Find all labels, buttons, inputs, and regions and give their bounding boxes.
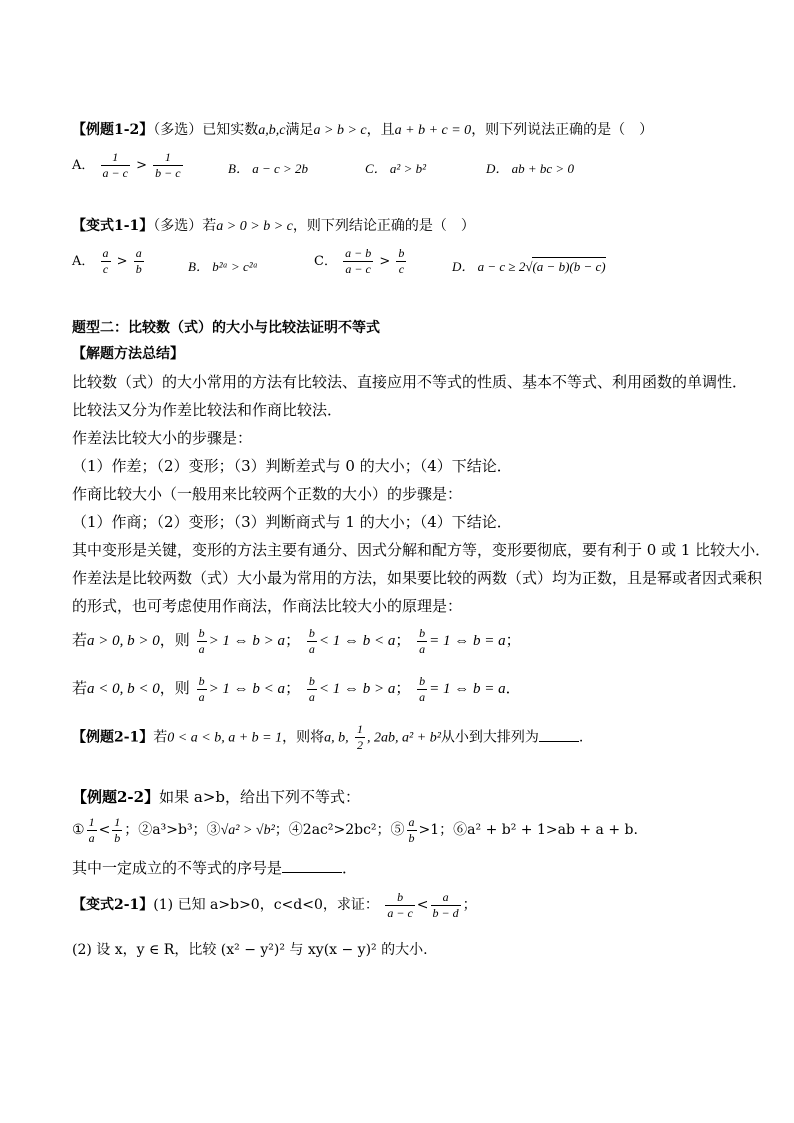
variant-2-1-part-1: 【变式2-1】(1) 已知 a>b>0，c<d<0，求证： $\frac{b}{a - c}$ < $\frac{a}{b - d}$ ； xyxy=(72,889,477,920)
example-1-2-stem: 【例题1-2】（多选）已知实数a,b,c满足a > b > c，且a + b + c = 0，则下列说法正确的是（ ） xyxy=(72,122,654,138)
rule-positive: 若a > 0, b > 0，则 $\frac{b}{a}$ > 1 ⇔ b > a； $\frac{b}{a}$ < 1 ⇔ b < a； $\frac{b}{a}$ = 1 ⇔ b = a； xyxy=(72,625,521,656)
fraction: $\frac{b}{a}$ xyxy=(419,625,426,656)
fraction: $\frac{b}{a}$ xyxy=(308,625,315,656)
example-2-2-items: ① $\frac{1}{a}$ < $\frac{1}{b}$ ；②a³>b³；③√a² > √b²；④2ac²>2bc²；⑤ $\frac{a}{b}$ >1；⑥a² + b² + 1>ab + a + b. xyxy=(72,814,638,845)
fraction: $\frac{b}{c}$ xyxy=(398,246,405,276)
fraction: $\frac{a}{c}$ xyxy=(102,246,109,276)
example-tag: 【变式2-1】 xyxy=(72,897,154,913)
fraction: $\frac{1}{a}$ xyxy=(88,814,95,845)
fraction: $\frac{1}{b - c}$ xyxy=(155,150,181,180)
answer-blank[interactable] xyxy=(539,741,579,742)
variant-1-1-option-d: D． a − c ≥ 2√(a − b)(b − c) xyxy=(452,259,606,274)
paragraph: 的形式，也可考虑使用作商法，作商法比较大小的原理是： xyxy=(72,597,463,615)
example-2-1: 【例题2-1】若0 < a < b, a + b = 1，则将a, b, $\frac{1}{2}$ , 2ab, a² + b²从小到大排列为 . xyxy=(72,722,584,752)
variant-1-1-stem: 【变式1-1】（多选）若a > 0 > b > c，则下列结论正确的是（ ） xyxy=(72,218,475,234)
section-heading: 题型二：比较数（式）的大小与比较法证明不等式 xyxy=(72,320,380,336)
example-tag: 【例题2-1】 xyxy=(72,729,154,746)
fraction: $\frac{1}{a - c}$ xyxy=(102,150,128,180)
paragraph: （1）作商；（2）变形；（3）判断商式与 1 的大小；（4）下结论． xyxy=(72,513,512,531)
example-2-2-stem: 【例题2-2】如果 a>b，给出下列不等式： xyxy=(72,788,360,806)
example-1-2-option-d: D． ab + bc > 0 xyxy=(486,161,574,176)
fraction: $\frac{b}{a}$ xyxy=(419,673,426,704)
variant-2-1-part-2: (2) 设 x，y ∈ R，比较 (x² − y²)² 与 xy(x − y)² 的大小. xyxy=(72,942,428,958)
paragraph: 比较法又分为作差比较法和作商比较法． xyxy=(72,401,343,419)
fraction: $\frac{a - b}{a - c}$ xyxy=(345,246,372,276)
example-tag: 【例题2-2】 xyxy=(72,788,160,806)
variant-1-1-option-a: A． $\frac{a}{c}$ > $\frac{a}{b}$ xyxy=(72,246,142,276)
fraction: $\frac{1}{2}$ xyxy=(357,722,364,752)
paragraph: 比较数（式）的大小常用的方法有比较法、直接应用不等式的性质、基本不等式、利用函数的单调性． xyxy=(72,373,748,391)
fraction: $\frac{b}{a}$ xyxy=(198,625,205,656)
paragraph: 作商比较大小（一般用来比较两个正数的大小）的步骤是： xyxy=(72,485,463,503)
example-tag: 【例题1-2】 xyxy=(72,122,154,138)
example-1-2-option-c: C． a² > b² xyxy=(365,161,426,176)
example-1-2-option-a: A． $\frac{1}{a - c}$ > $\frac{1}{b - c}$ xyxy=(72,150,181,180)
fraction: $\frac{b}{a - c}$ xyxy=(387,889,413,920)
paragraph: （1）作差；（2）变形；（3）判断差式与 0 的大小；（4）下结论． xyxy=(72,457,512,475)
radicand: (a − b)(b − c) xyxy=(532,259,606,274)
fraction: $\frac{1}{b}$ xyxy=(114,814,121,845)
example-1-2-option-b: B． a − c > 2b xyxy=(228,161,309,176)
answer-blank[interactable] xyxy=(282,872,342,873)
variant-1-1-option-c: C． $\frac{a - b}{a - c}$ > $\frac{b}{c}$ xyxy=(314,246,405,276)
example-tag: 【变式1-1】 xyxy=(72,218,154,234)
fraction: $\frac{a}{b}$ xyxy=(408,814,415,845)
summary-heading: 【解题方法总结】 xyxy=(72,346,184,362)
variant-1-1-option-b: B． b²ᵃ > c²ᵃ xyxy=(188,259,258,274)
paragraph: 作差法是比较两数（式）大小最为常用的方法，如果要比较的两数（式）均为正数，且是幂或者因式乘积 xyxy=(72,569,763,587)
rule-negative: 若a < 0, b < 0，则 $\frac{b}{a}$ > 1 ⇔ b < a； $\frac{b}{a}$ < 1 ⇔ b > a； $\frac{b}{a}$ = 1 ⇔ b = a． xyxy=(72,673,521,704)
paragraph: 作差法比较大小的步骤是： xyxy=(72,429,253,447)
paragraph: 其中变形是关键，变形的方法主要有通分、因式分解和配方等，变形要彻底，要有利于 0 或 1 比较大小． xyxy=(72,541,771,559)
fraction: $\frac{b}{a}$ xyxy=(198,673,205,704)
example-2-2-question: 其中一定成立的不等式的序号是 ． xyxy=(72,859,358,877)
fraction: $\frac{b}{a}$ xyxy=(308,673,315,704)
fraction: $\frac{a}{b}$ xyxy=(135,246,142,276)
fraction: $\frac{a}{b - d}$ xyxy=(432,889,459,920)
